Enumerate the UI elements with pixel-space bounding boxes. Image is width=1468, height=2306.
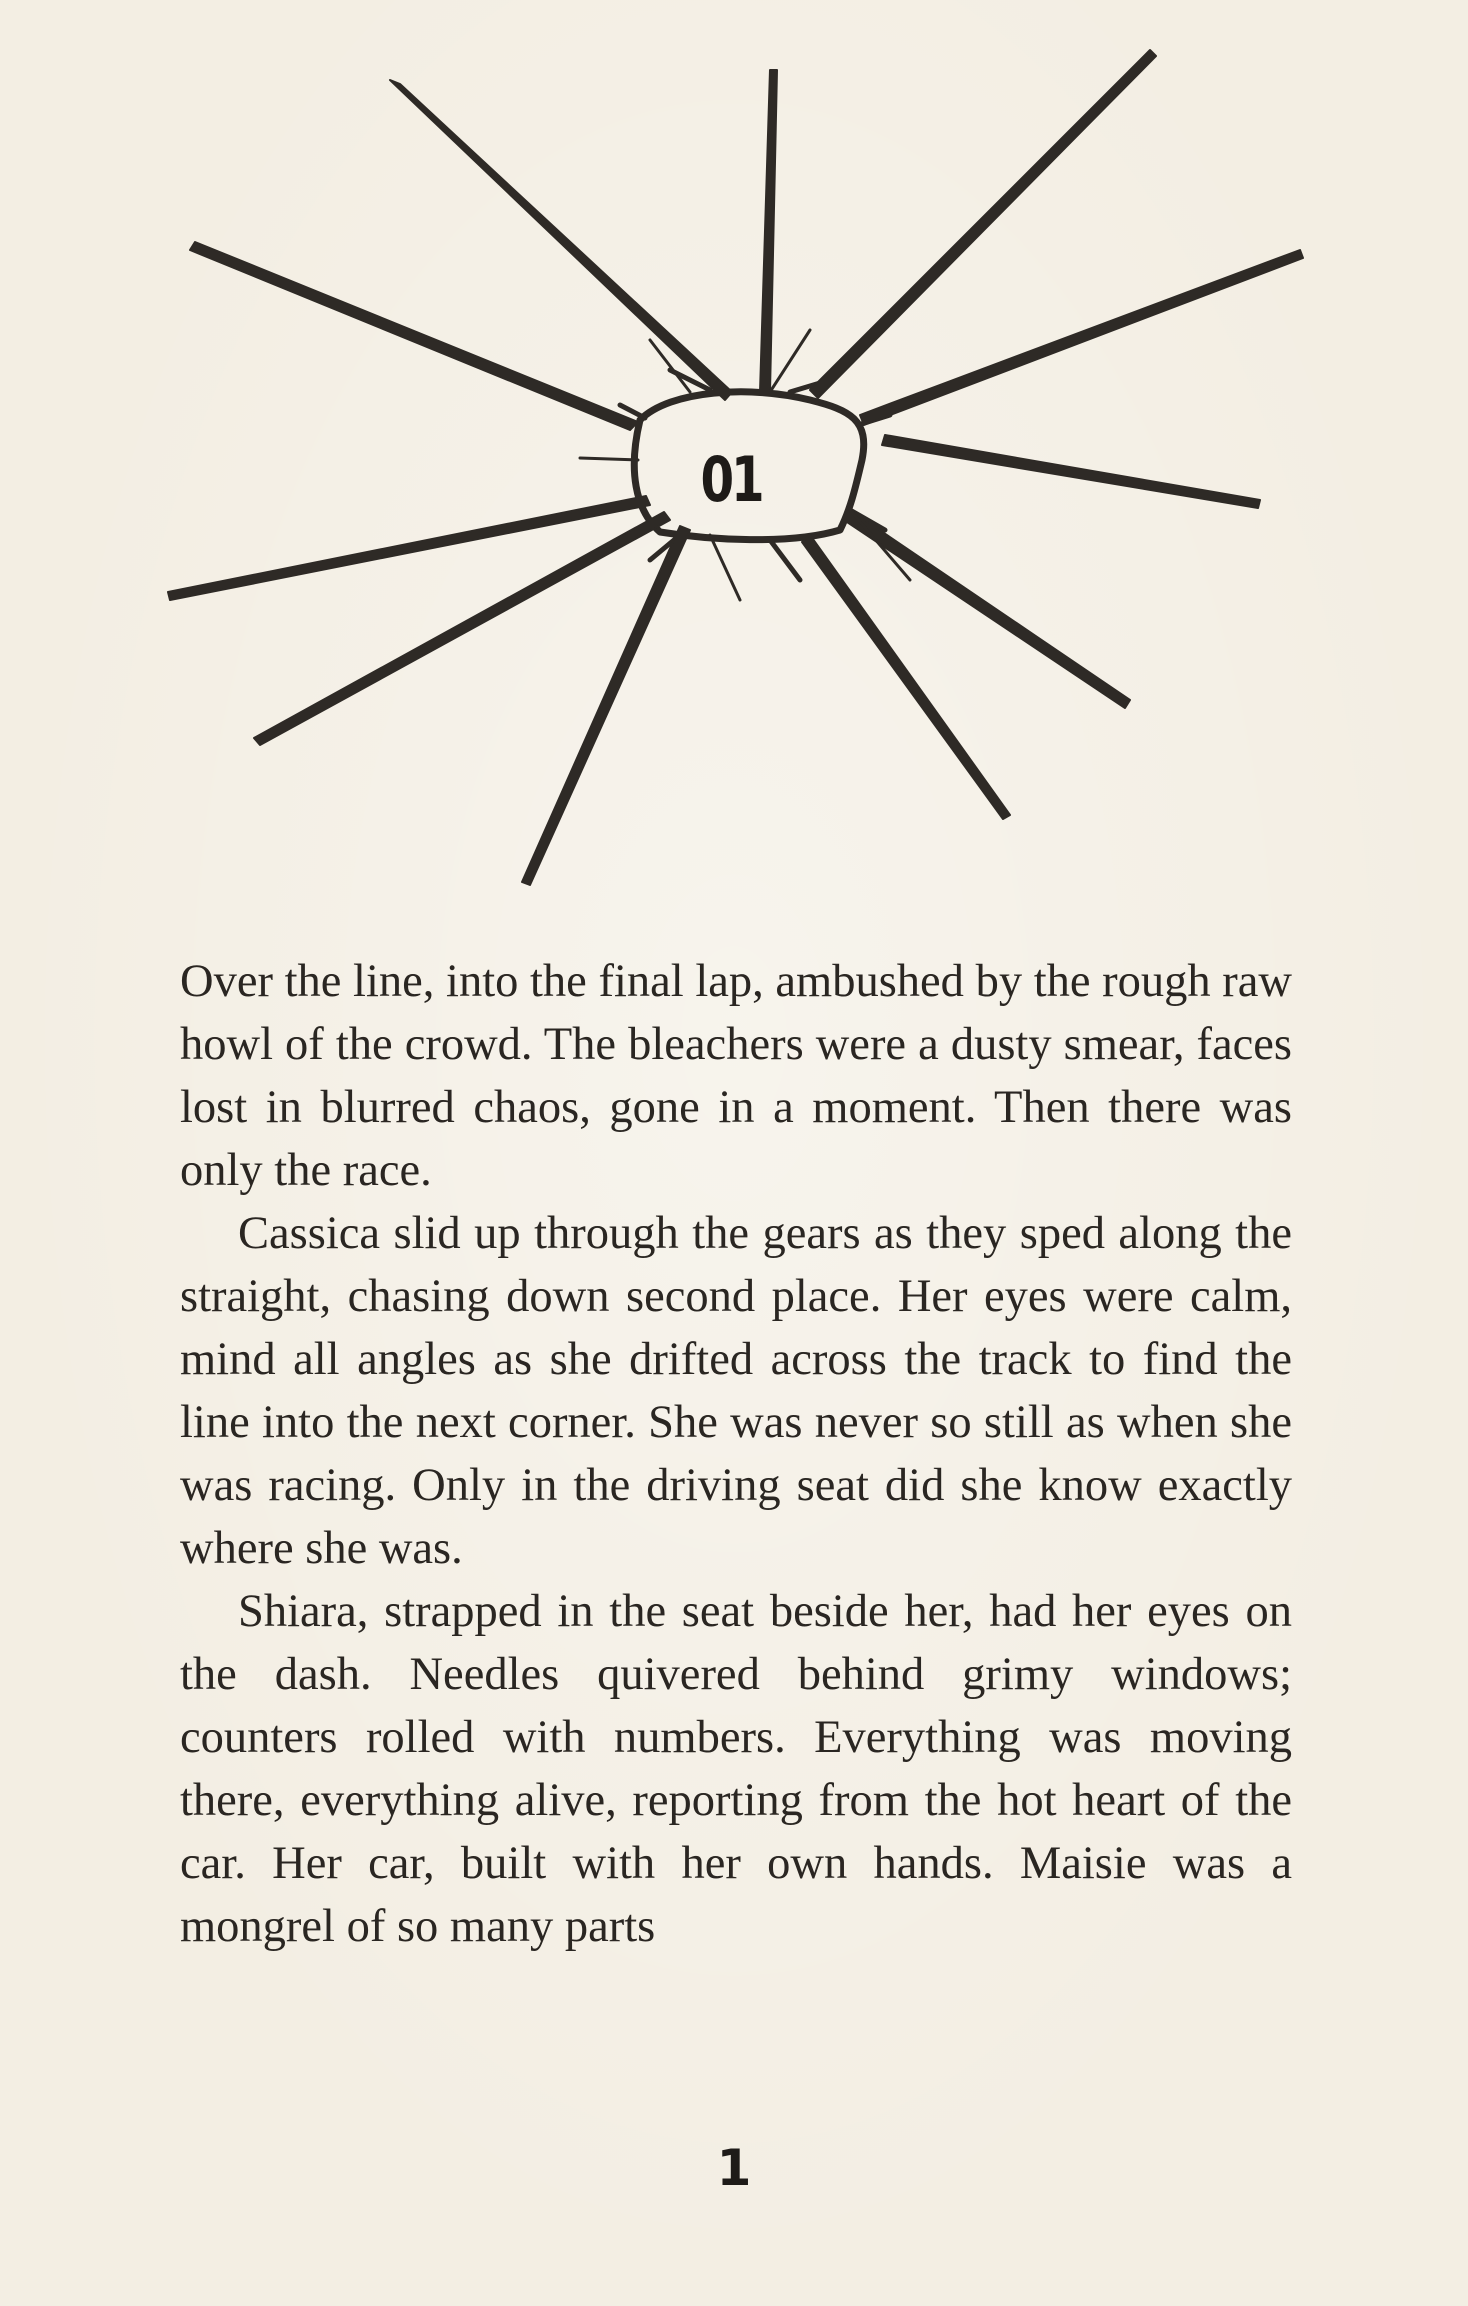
chapter-number: 01	[700, 443, 762, 516]
paragraph-3: Shiara, strapped in the seat beside her, had her eyes on the dash. Needles quivered behind grimy windows; counters rolled with numbers. Everything was moving there, everything alive, reporting from the hot heart of the car. Her car, built with her own hands. Maisie was a mongrel of so many parts	[180, 1586, 1292, 1952]
chapter-body-text	[180, 950, 1292, 1958]
page-number: 1	[716, 2139, 752, 2197]
paragraph-1: Over the line, into the final lap, ambushed by the rough raw howl of the crowd. The bleachers were a dusty smear, faces lost in blurred chaos, gone in a moment. Then there was only the race.	[180, 956, 1292, 1196]
paragraph-2: Cassica slid up through the gears as they sped along the straight, chasing down second place. Her eyes were calm, mind all angles as she drifted across the track to find the line into the next corner. She was never so still as when she was racing. Only in the driving seat did she know exactly where she was.	[180, 1208, 1292, 1574]
